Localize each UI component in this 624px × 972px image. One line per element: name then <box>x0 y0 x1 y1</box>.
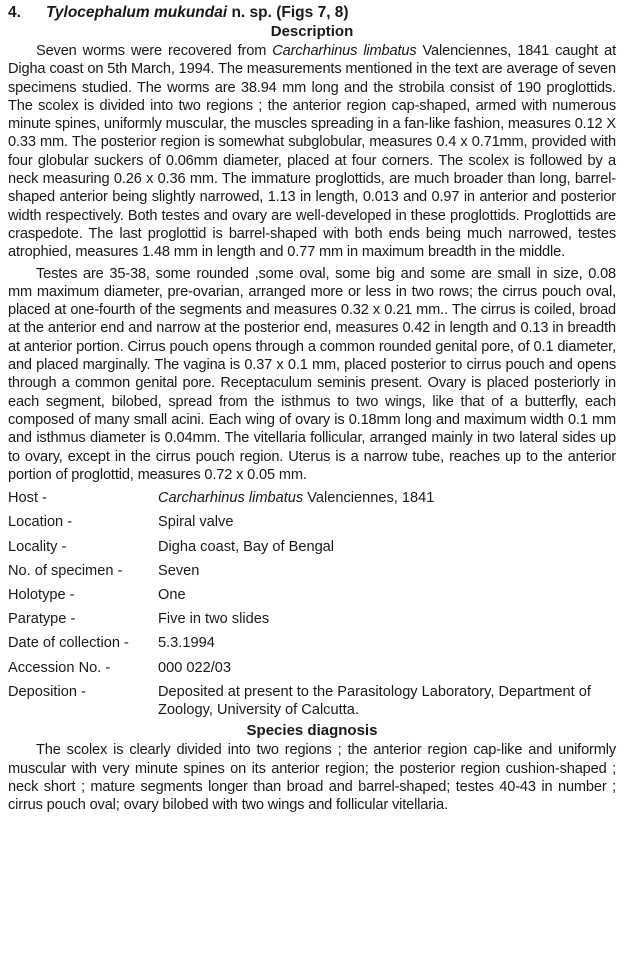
fact-locality <box>8 535 616 559</box>
fact-label: Accession No. - <box>8 659 111 676</box>
species-suffix: n. sp. (Figs 7, 8) <box>227 4 349 21</box>
species-title <box>8 4 616 22</box>
fact-label: Deposition - <box>8 683 86 700</box>
fact-label: Location - <box>8 514 73 531</box>
description-paragraph-1: Seven worms were recovered from Carcharhinus limbatus Valenciennes, 1841 caught at Digha coast on 5th March, 1994. The measurements mentioned in the text are average of seven specimens studied. The worms are 38.94 mm long and the strobila consist of 190 proglottids. The scolex is divided into two regions ; the anterior region cap-shaped, armed with numerous minute spines, uniformly muscular, the muscles spreading in a fan-like fashion, measures 0.12 X 0.33 mm. The posterior region is somewhat subglobular, measures 0.4 x 0.71mm, provided with four globular suckers of 0.06mm diameter, placed at four corners. The scolex is followed by a neck measuring 0.26 x 0.36 mm. The immature proglottids, are much broader than long, barrel-shaped anterior being slightly narrowed, 1.13 in length, 0.013 and 0.97 in anterior and posterior width respectively. Both testes and ovary are well-developed in these proglottids. Proglottids are craspedote. The last proglottid is barrel-shaped with both ends being much narrowed, testes atrophied, measures 1.48 mm in length and 0.77 mm in maximum breadth in the middle. <box>8 43 616 261</box>
fact-label: Holotype - <box>8 586 75 603</box>
fact-holotype <box>8 583 616 607</box>
fact-accession <box>8 656 616 680</box>
fact-label: Date of collection - <box>8 635 129 652</box>
description-paragraph-2: Testes are 35-38, some rounded ,some oval, some big and some are small in size, 0.08 mm maximum diameter, pre-ovarian, arranged more or less in two rows; the cirrus pouch oval, placed at one-fourth of the segments and measures 0.32 x 0.21 mm.. The cirrus is coiled, broad at the anterior end and narrow at the posterior end, measures 0.42 in length and 0.13 in breadth at anterior portion. Cirrus pouch opens through a common rounded genital pore, of 0.1 diameter, and placed marginally. The vagina is 0.37 x 0.1 mm, placed posterior to cirrus pouch and opens through a common genital pore. Receptaculum seminis present. Ovary is placed posteriorly in each segment, bilobed, spread from the isthmus to two wings, like that of a butterfly, each composed of many small acini. Each wing of ovary is 0.18mm long and maximum width 0.1 mm and isthmus diameter is 0.04mm. The vitellaria follicular, arranged mainly in two lateral sides up to ovary, except in the cirrus pouch region. Uterus is a narrow tube, reaches up to the anterior portion of proglottid, measures 0.72 x 0.05 mm. <box>8 265 616 483</box>
fact-label: Paratype - <box>8 611 76 628</box>
fact-value: 000 022/03 <box>158 659 232 676</box>
fact-value: One <box>158 586 186 603</box>
fact-value: Carcharhinus limbatus Valenciennes, 1841 <box>158 490 435 507</box>
diagnosis-heading: Species diagnosis <box>246 722 378 740</box>
species-number: 4. <box>8 4 21 21</box>
fact-host <box>8 486 616 510</box>
fact-deposition <box>8 680 616 720</box>
fact-value: Digha coast, Bay of Bengal <box>158 538 335 555</box>
host-name-italic: Carcharhinus limbatus <box>272 43 417 59</box>
species-name: Tylocephalum mukundai <box>46 4 228 21</box>
fact-label: Host - <box>8 490 47 507</box>
fact-value: Seven <box>158 562 200 579</box>
fact-value: Five in two slides <box>158 611 270 628</box>
fact-specimens <box>8 559 616 583</box>
specimen-data-list <box>8 486 616 719</box>
fact-value: Spiral valve <box>158 514 234 531</box>
fact-value: 5.3.1994 <box>158 635 215 652</box>
description-heading: Description <box>270 23 354 40</box>
fact-paratype <box>8 607 616 631</box>
fact-label: No. of specimen - <box>8 562 123 579</box>
fact-location <box>8 510 616 534</box>
fact-value: Deposited at present to the Parasitology Laboratory, Department of Zoology, University of Calcutta. <box>158 683 591 719</box>
diagnosis-paragraph: The scolex is clearly divided into two regions ; the anterior region cap-like and uniformly muscular with very minute spines on its anterior region; the posterior region cushion-shaped ; neck short ; mature segments longer than broad and barrel-shaped; testes 40-43 in number ; cirrus pouch oval; ovary bilobed with two wings and follicular vitellaria. <box>8 742 616 814</box>
fact-date <box>8 631 616 655</box>
fact-label: Locality - <box>8 538 67 555</box>
